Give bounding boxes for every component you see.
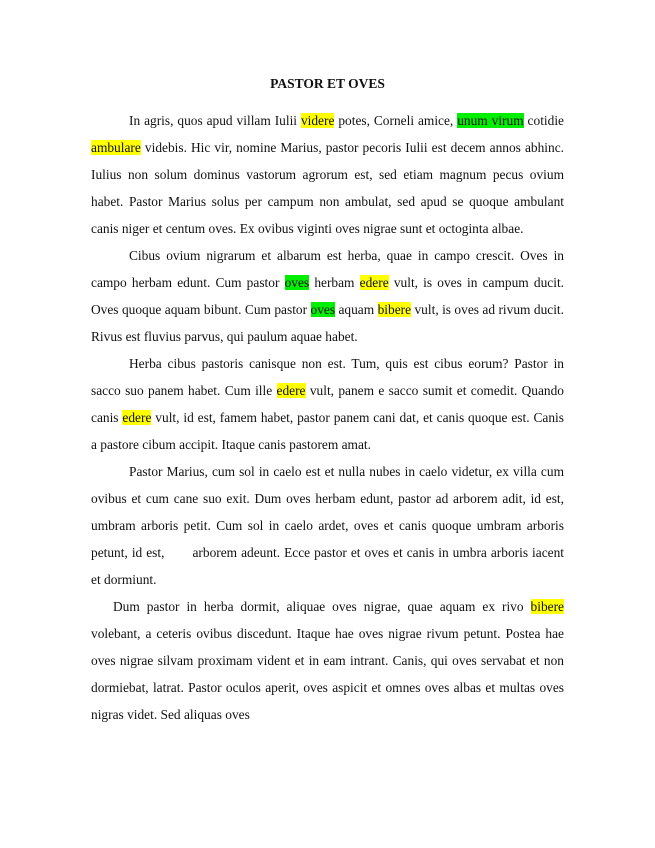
highlighted-word: edere (122, 410, 152, 425)
paragraph-1 (91, 107, 564, 242)
text-run: aquam (335, 302, 378, 317)
text-run: arborem adeunt. Ecce pastor et oves et canis in umbra arboris iacent et dormiunt. (91, 545, 565, 587)
text-run: vult, is oves in campum ducit. Oves quoque aquam bibunt. Cum pastor (91, 275, 565, 317)
text-run: In agris, quos apud villam Iulii (129, 113, 301, 128)
highlighted-word: edere (359, 275, 389, 290)
paragraph-3 (91, 350, 564, 458)
paragraph-5 (91, 593, 564, 728)
text-run: Herba cibus pastoris canisque non est. Tum, quis est cibus eorum? Pastor in sacco suo panem habet. Cum ille (91, 356, 564, 398)
text-run: volebant, a ceteris ovibus discedunt. Itaque hae oves nigrae rivum petunt. Postea hae oves nigrae silvam proximam vident et in eam intrant. Canis, qui oves servabat et non dormiebat, latrat. Pastor oculos aperit, oves aspicit et omnes oves albas et multas oves nigras videt. Sed aliquas oves (91, 626, 564, 722)
text-run: potes, Corneli amice, (334, 113, 458, 128)
highlighted-word: bibere (530, 599, 564, 614)
document-body (91, 107, 564, 728)
paragraph-2 (91, 242, 564, 350)
text-run: vult, panem e sacco sumit et comedit. Quando canis (91, 383, 564, 425)
text-run: herbam (309, 275, 360, 290)
text-run: Dum pastor in herba dormit, aliquae oves nigrae, quae aquam ex rivo (113, 599, 531, 614)
text-run: Cibus ovium nigrarum et albarum est herba, quae in campo crescit. Oves in campo herbam edunt. Cum pastor (91, 248, 564, 290)
text-run: vult, is oves ad rivum ducit. Rivus est fluvius parvus, qui paulum aquae habet. (91, 302, 564, 344)
highlighted-word: edere (276, 383, 306, 398)
highlighted-word: oves (310, 302, 336, 317)
highlighted-word: oves (284, 275, 310, 290)
text-run: vult, id est, famem habet, pastor panem cani dat, et canis quoque est. Canis a pastore cibum accipit. Itaque canis pastorem amat. (91, 410, 564, 452)
text-run: Pastor Marius, cum sol in caelo est et nulla nubes in caelo videtur, ex villa cum ovibus et cum cane suo exit. Dum oves herbam edunt, pastor ad arborem adit, id est, umbram arboris petit. Cum sol in caelo ardet, oves et canis quoque umbram arboris petunt, id est, (91, 464, 564, 560)
highlighted-word: bibere (377, 302, 412, 317)
highlighted-word: videre (300, 113, 335, 128)
document-title: PASTOR ET OVES (270, 76, 385, 91)
highlighted-word: unum virum (457, 113, 524, 128)
text-run: cotidie (523, 113, 564, 128)
paragraph-4 (91, 458, 564, 593)
text-run: videbis. Hic vir, nomine Marius, pastor pecoris Iulii est decem annos abhinc. Iulius non solum dominus vastorum agrorum est, sed etiam magnum pecus ovium habet. Pastor Marius solus per campum non ambulat, sed apud se quoque ambulant canis niger et centum oves. Ex ovibus viginti oves nigrae sunt et octoginta albae. (91, 140, 564, 236)
highlighted-word: ambulare (91, 140, 141, 155)
